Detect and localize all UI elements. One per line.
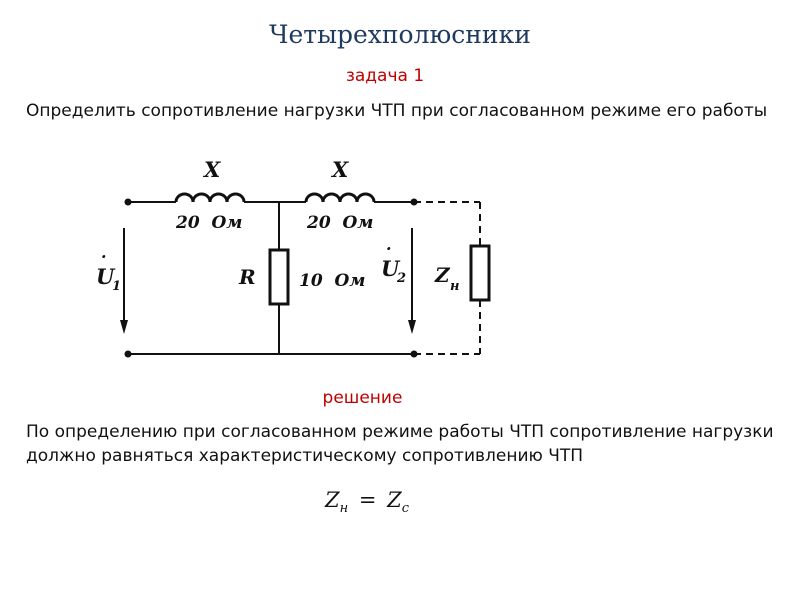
label-u1-sub: 1	[112, 279, 122, 294]
label-zn-sub: н	[450, 279, 460, 294]
label-u2-sub: 2	[397, 271, 407, 286]
formula-sub-n: н	[339, 501, 349, 517]
label-u2: U	[381, 256, 400, 281]
label-x1: X	[204, 157, 221, 182]
inductor-x1	[176, 194, 244, 202]
task-label: задача 1	[345, 66, 425, 86]
solution-text: По определению при согласованном режиме работы ЧТП сопротивление нагрузки должно равняться характеристическому сопротивлению ЧТП	[26, 422, 774, 466]
solution-label: решение	[322, 388, 403, 408]
arrowhead-u1	[120, 320, 128, 334]
slide-title: Четырехполюсники	[269, 20, 531, 49]
load-zn	[471, 246, 489, 300]
formula-equals: =	[358, 488, 377, 512]
formula-z-left: Z	[325, 488, 340, 512]
label-x2-value: 20 Ом	[307, 213, 374, 233]
inductor-x2	[306, 194, 374, 202]
terminal-in-top	[125, 199, 132, 206]
task-text: Определить сопротивление нагрузки ЧТП при согласованном режиме его работы	[26, 101, 768, 121]
label-x2: X	[332, 157, 349, 182]
formula	[325, 488, 409, 516]
label-u1: U	[96, 264, 115, 289]
label-u1-dot: ·	[101, 247, 107, 266]
label-zn: Z	[435, 263, 450, 287]
formula-z-right: Z	[387, 488, 402, 512]
terminal-in-bottom	[125, 351, 132, 358]
arrowhead-u2	[408, 320, 416, 334]
label-x1-value: 20 Ом	[176, 213, 243, 233]
label-r-value: 10 Ом	[299, 271, 366, 291]
resistor-r	[270, 250, 288, 304]
label-u2-dot: ·	[386, 239, 392, 258]
label-r: R	[239, 265, 256, 289]
formula-sub-c: c	[401, 501, 410, 517]
